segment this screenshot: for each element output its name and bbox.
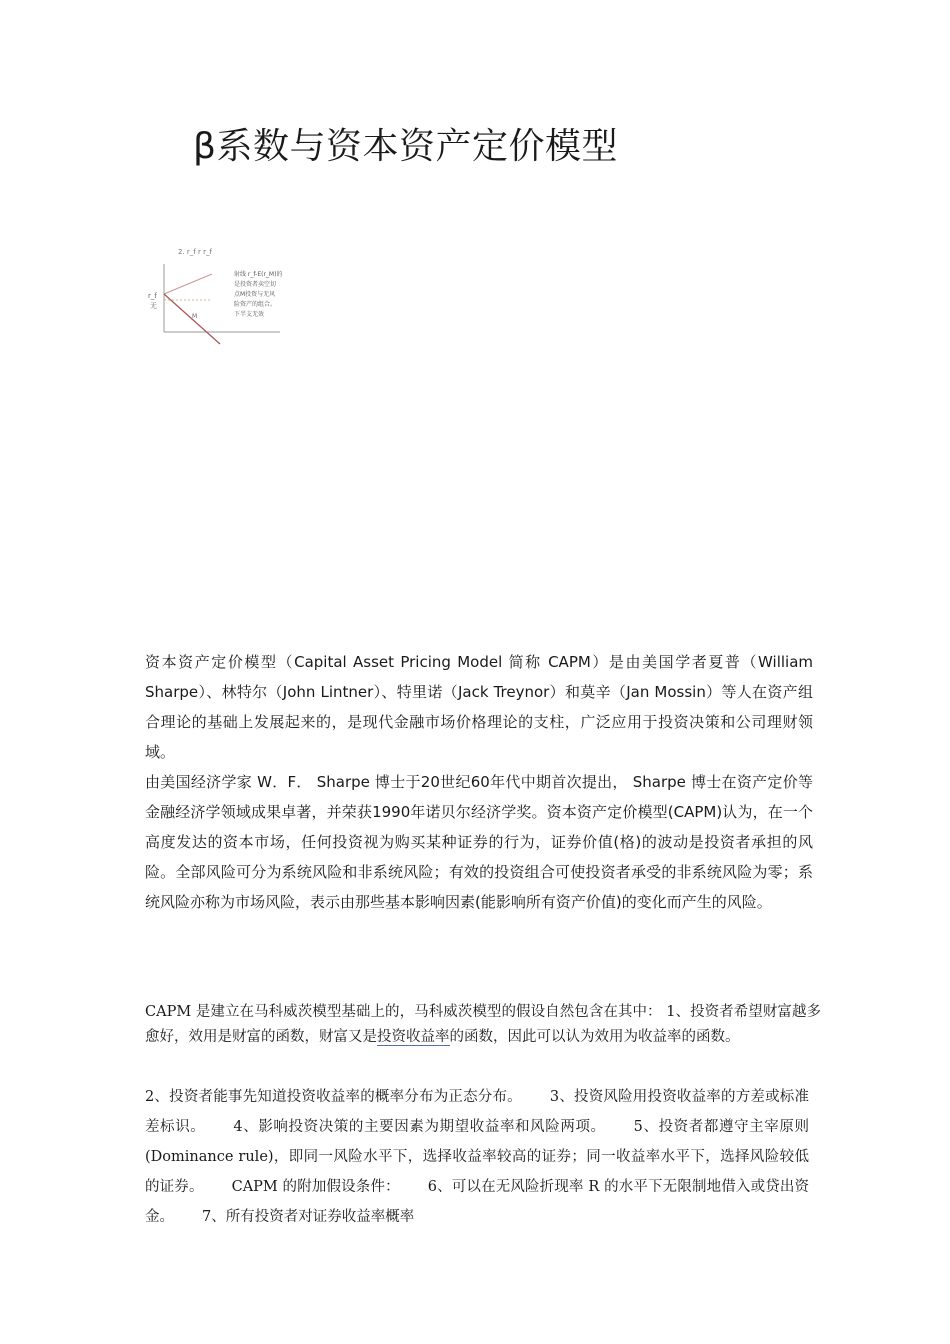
assumption-item-3: 3、投资风险用投资收益率的方差或标准差标识。: [145, 1089, 809, 1135]
figure-note-line: 险资产的组合。: [234, 301, 277, 308]
figure-note-line: 点M投资与无风: [234, 291, 276, 298]
paragraph-assumptions: [145, 1082, 809, 1232]
figure-note-line: 下半支无效: [234, 311, 265, 318]
paragraph-sharpe: 由美国经济学家 W．F． Sharpe 博士于20世纪60年代中期首次提出， Sharpe 博士在资产定价等金融经济学领域成果卓著，并荣获1990年诺贝尔经济学奖。资本资产定价模型(CAPM)认为，在一个高度发达的资本市场，任何投资视为购买某种证券的行为，证券价值(格)的波动是投资者承担的风险。全部风险可分为系统风险和非系统风险；有效的投资组合可使投资者承受的非系统风险为零；系统风险亦称为市场风险，表示由那些基本影响因素(能影响所有资产价值)的变化而产生的风险。: [145, 773, 813, 911]
figure-y-label-2: 无: [150, 302, 157, 310]
paragraph-markowitz-text-2: 的函数，因此可以认为效用为收益率的函数。: [449, 1029, 740, 1045]
figure-top-note: 2. r_f r r_f: [178, 248, 212, 256]
assumption-item-5: 5、投资者都遵守主宰原则(Dominance rule)，即同一风险水平下，选择收益率较高的证券；同一收益率水平下，选择风险较低的证券。: [145, 1119, 809, 1195]
figure-y-label: r_f: [148, 292, 157, 300]
figure-point-label: M: [192, 313, 198, 320]
investment-return-link[interactable]: 投资收益率: [377, 1029, 450, 1045]
assumption-item-7: 7、所有投资者对证券收益率概率: [202, 1209, 415, 1225]
paragraph-markowitz: [145, 1000, 821, 1050]
additional-assumptions-label: CAPM 的附加假设条件：: [231, 1179, 400, 1195]
assumption-item-4: 4、影响投资决策的主要因素为期望收益率和风险两项。: [233, 1119, 606, 1135]
paragraph-markowitz-text-1: CAPM 是建立在马科威茨模型基础上的，马科威茨模型的假设自然包含在其中： 1、投资者希望财富越多愈好，效用是财富的函数，财富又是: [145, 1004, 821, 1045]
figure-note-line: 是投资者卖空切: [234, 281, 277, 288]
assumption-item-2: 2、投资者能事先知道投资收益率的概率分布为正态分布。: [145, 1089, 522, 1105]
capm-sketch-figure: [140, 236, 300, 346]
capm-sketch-svg: [140, 236, 300, 346]
figure-note-line: 射线 r_f-E(r_M)的: [234, 271, 283, 278]
page-title: β系数与资本资产定价模型: [193, 126, 618, 167]
figure-upper-ray: [164, 274, 212, 294]
assumption-item-6: 6、可以在无风险折现率 R 的水平下无限制地借入或贷出资金。: [145, 1179, 810, 1225]
paragraph-capm-intro: 资本资产定价模型（Capital Asset Pricing Model 简称 CAPM）是由美国学者夏普（William Sharpe）、林特尔（John Lintner）、特里诺（Jack Treynor）和莫辛（Jan Mossin）等人在资产组合理论的基础上发展起来的，是现代金融市场价格理论的支柱，广泛应用于投资决策和公司理财领域。: [145, 653, 813, 761]
